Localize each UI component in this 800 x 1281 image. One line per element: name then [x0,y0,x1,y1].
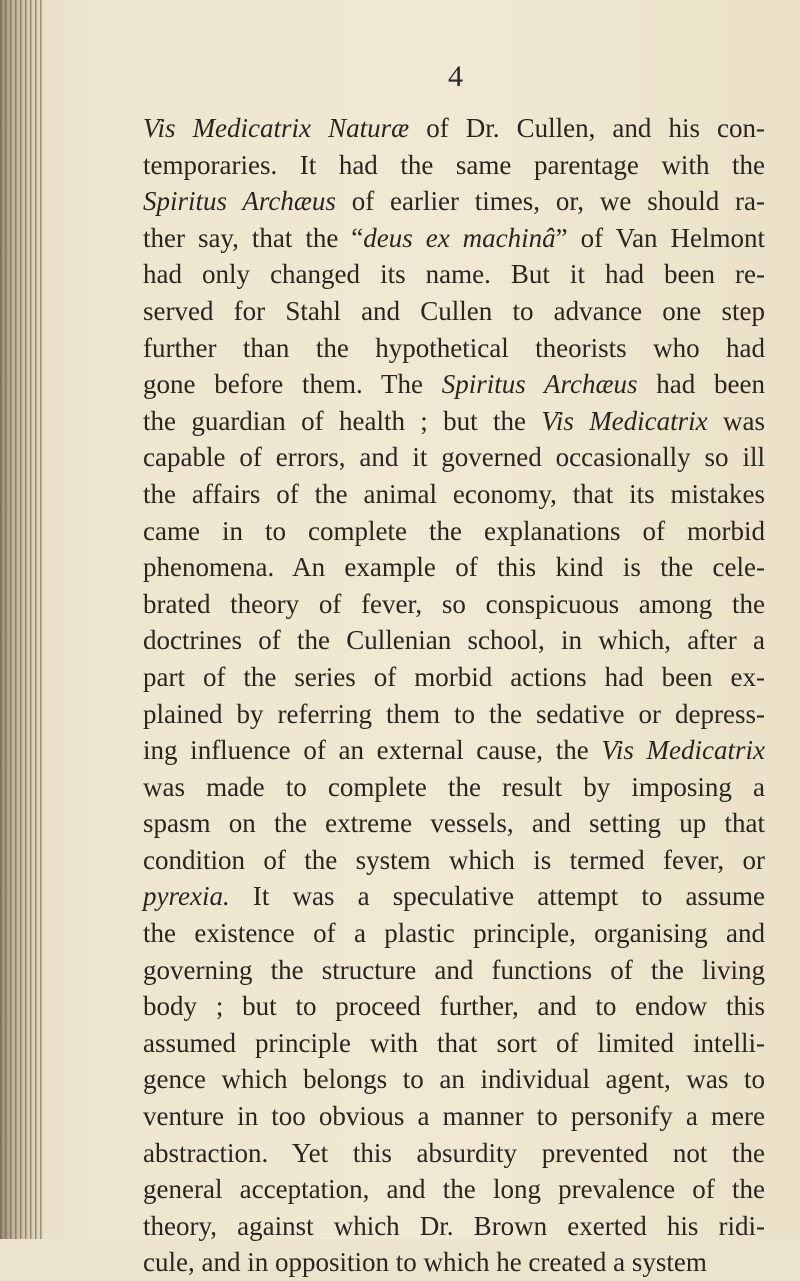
text-segment: It was a speculative attempt to assume [229,881,765,912]
text-segment: venture in too obvious a manner to personify a mere [143,1101,765,1132]
italic-text: Spiritus Archæus [143,186,336,217]
text-segment: gone before them. The [143,369,442,400]
text-segment: spasm on the extreme vessels, and setting up that [143,808,765,839]
text-segment: was [707,405,765,436]
text-line [143,1171,765,1208]
text-segment: ” of Van Helmont [555,222,766,253]
text-segment: the guardian of health ; but the [143,405,542,436]
text-segment: condition of the system which is termed fever, or [143,844,765,875]
text-line [143,1244,765,1281]
text-segment: plained by referring them to the sedative or depress- [143,698,765,729]
text-segment: part of the series of morbid actions had been ex- [143,661,765,692]
text-line [143,293,765,330]
text-segment: temporaries. It had the same parentage with the [143,149,765,180]
text-line [143,696,765,733]
text-line [143,1025,765,1062]
italic-text: deus ex machinâ [363,222,556,253]
text-line [143,110,765,147]
text-line [143,330,765,367]
page-number: 4 [448,60,463,93]
text-segment: of Dr. Cullen, and his con- [409,113,765,143]
text-segment: gence which belongs to an individual agent, was to [143,1064,765,1095]
text-line [143,183,765,220]
text-segment: was made to complete the result by imposing a [143,771,765,802]
text-line [143,915,765,952]
text-segment: of earlier times, or, we should ra- [335,186,766,217]
body-text [143,110,765,1281]
text-segment: had only changed its name. But it had been re- [143,259,765,290]
text-line [143,403,765,440]
text-line [143,513,765,550]
text-segment: phenomena. An example of this kind is the cele- [143,552,765,583]
italic-text: Spiritus Archæus [441,369,638,400]
text-line [143,1061,765,1098]
text-line [143,476,765,513]
text-line [143,622,765,659]
text-segment: brated theory of fever, so conspicuous among the [143,588,765,619]
text-segment: capable of errors, and it governed occasionally so ill [143,442,765,473]
italic-text: pyrexia. [143,881,230,912]
text-segment: abstraction. Yet this absurdity prevented not the [143,1137,765,1168]
text-line [143,1135,765,1172]
text-line [143,659,765,696]
text-segment: the affairs of the animal economy, that its mistakes [143,478,765,509]
text-segment: assumed principle with that sort of limited intelli- [143,1027,765,1058]
italic-text: Vis Medicatrix Naturæ [143,113,410,143]
text-line [143,842,765,879]
text-line [143,732,765,769]
text-segment: had been [637,369,765,400]
text-segment: body ; but to proceed further, and to endow this [143,991,765,1022]
text-segment: ing influence of an external cause, the [143,735,602,766]
text-line [143,878,765,915]
text-line [143,988,765,1025]
text-segment: served for Stahl and Cullen to advance one step [143,295,765,326]
text-line [143,366,765,403]
text-segment: the existence of a plastic principle, organising and [143,918,765,949]
text-segment: general acceptation, and the long prevalence of the [143,1174,765,1205]
italic-text: Vis Medicatrix [601,735,766,766]
book-binding-edge [0,0,44,1239]
text-line [143,586,765,623]
text-line [143,769,765,806]
text-line [143,147,765,184]
text-segment: doctrines of the Cullenian school, in which, after a [143,625,765,656]
text-segment: further than the hypothetical theorists who had [143,332,765,363]
text-line [143,220,765,257]
text-segment: cule, and in opposition to which he created a system [143,1247,707,1278]
text-segment: governing the structure and functions of the living [143,954,765,985]
text-segment: theory, against which Dr. Brown exerted his ridi- [143,1210,765,1241]
text-line [143,256,765,293]
text-line [143,1098,765,1135]
text-line [143,952,765,989]
italic-text: Vis Medicatrix [541,405,708,436]
text-line [143,439,765,476]
text-line [143,549,765,586]
text-segment: ther say, that the “ [143,222,364,253]
text-segment: came in to complete the explanations of morbid [143,515,765,546]
text-line [143,805,765,842]
